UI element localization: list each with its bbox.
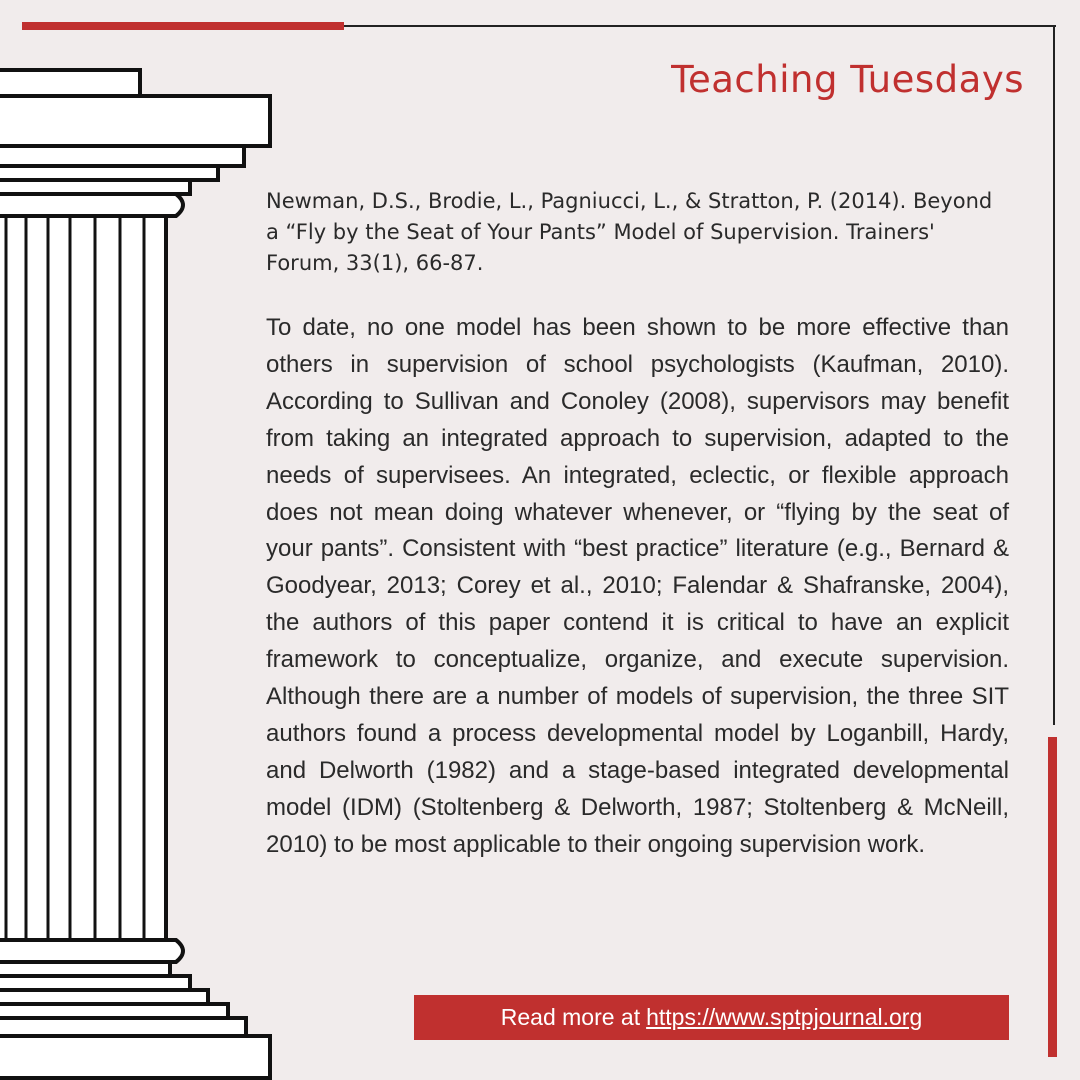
greek-pillar-illustration (0, 0, 280, 1080)
frame-right-line (1053, 25, 1055, 725)
journal-link[interactable]: https://www.sptpjournal.org (646, 1004, 923, 1030)
page-title: Teaching Tuesdays (671, 58, 1024, 101)
read-more-banner (414, 995, 1009, 1040)
frame-right-accent (1048, 737, 1057, 1057)
body-paragraph: To date, no one model has been shown to be more effective than others in supervision of school psychologists (Kaufman, 2010). According to Sullivan and Conoley (2008), supervisors may benefit from taking an integrated approach to supervision, adapted to the needs of supervisees. An integrated, eclectic, or flexible approach does not mean doing whatever whenever, or “flying by the seat of your pants”. Consistent with “best practice” literature (e.g., Bernard & Goodyear, 2013; Corey et al., 2010; Falendar & Shafranske, 2004), the authors of this paper contend it is critical to have an explicit framework to conceptualize, organize, and execute supervision. Although there are a number of models of supervision, the three SIT authors found a process developmental model by Loganbill, Hardy, and Delworth (1982) and a stage-based integrated developmental model (IDM) (Stoltenberg & Delworth, 1987; Stoltenberg & McNeill, 2010) to be most applicable to their ongoing supervision work. (266, 314, 1009, 858)
read-more-label: Read more at (500, 1004, 641, 1030)
citation-text: Newman, D.S., Brodie, L., Pagniucci, L., & Stratton, P. (2014). Beyond a “Fly by the Seat of Your Pants” Model of Supervision. Trainers' Forum, 33(1), 66-87. (266, 189, 993, 275)
